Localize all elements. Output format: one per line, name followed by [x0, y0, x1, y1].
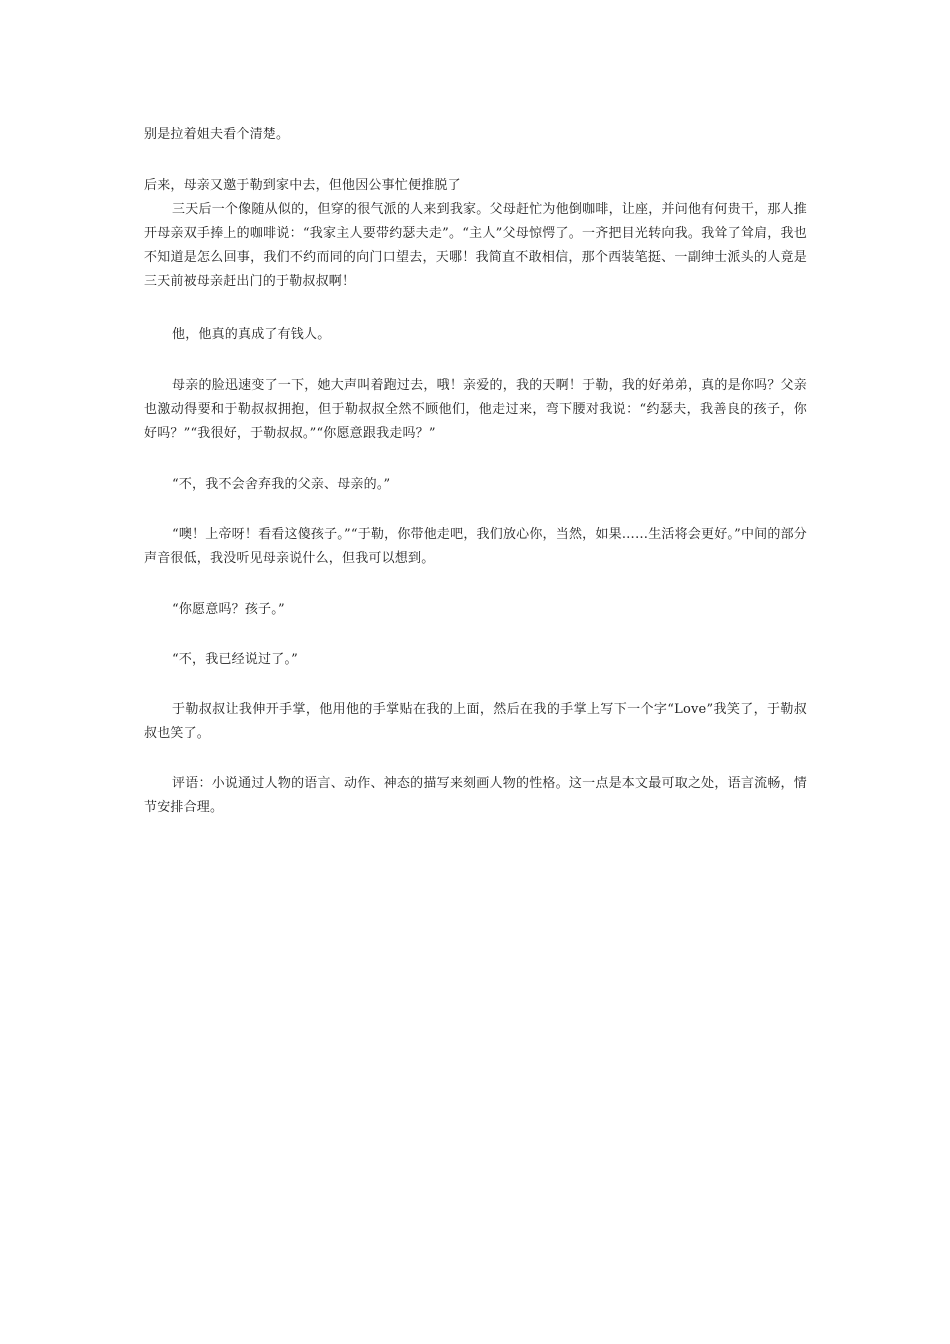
- paragraph-rich: 他，他真的真成了有钱人。: [172, 327, 331, 342]
- paragraph-question: “你愿意吗？孩子。”: [172, 602, 285, 617]
- paragraph-invitation: 后来，母亲又邀于勒到家中去，但他因公事忙便推脱了: [144, 178, 461, 193]
- paragraph-visitor: 三天后一个像随从似的，但穿的很气派的人来到我家。父母赶忙为他倒咖啡，让座，并问他有何贵干，那人推开母亲双手捧上的咖啡说：“我家主人要带约瑟夫走”。“主人”父母惊愕了。一齐把目光转向我。我耸了耸肩，我也不知道是怎么回事，我们不约而同的向门口望去，天哪！我简直不敢相信，那个西装笔挺、一副绅士派头的人竟是三天前被母亲赶出门的于勒叔叔啊！: [144, 202, 807, 289]
- paragraph-comment: 评语：小说通过人物的语言、动作、神态的描写来刻画人物的性格。这一点是本文最可取之处，语言流畅，情节安排合理。: [144, 776, 807, 815]
- paragraph-god: “噢！上帝呀！看看这傻孩子。”“于勒，你带他走吧，我们放心你，当然，如果……生活将会更好。”中间的部分声音很低，我没听见母亲说什么，但我可以想到。: [144, 527, 807, 566]
- paragraph-answer: “不，我已经说过了。”: [172, 652, 298, 667]
- paragraph-love: 于勒叔叔让我伸开手掌，他用他的手掌贴在我的上面，然后在我的手掌上写下一个字“Love”我笑了，于勒叔叔也笑了。: [144, 702, 807, 741]
- paragraph-refusal: “不，我不会舍弃我的父亲、母亲的。”: [172, 477, 391, 492]
- paragraph-mother-reaction: 母亲的脸迅速变了一下，她大声叫着跑过去，哦！亲爱的，我的天啊！于勒，我的好弟弟，真的是你吗？父亲也激动得要和于勒叔叔拥抱，但于勒叔叔全然不顾他们，他走过来，弯下腰对我说：“约瑟夫，我善良的孩子，你好吗？”“我很好，于勒叔叔。”“你愿意跟我走吗？”: [144, 378, 807, 441]
- paragraph-continuation: 别是拉着姐夫看个清楚。: [144, 127, 290, 142]
